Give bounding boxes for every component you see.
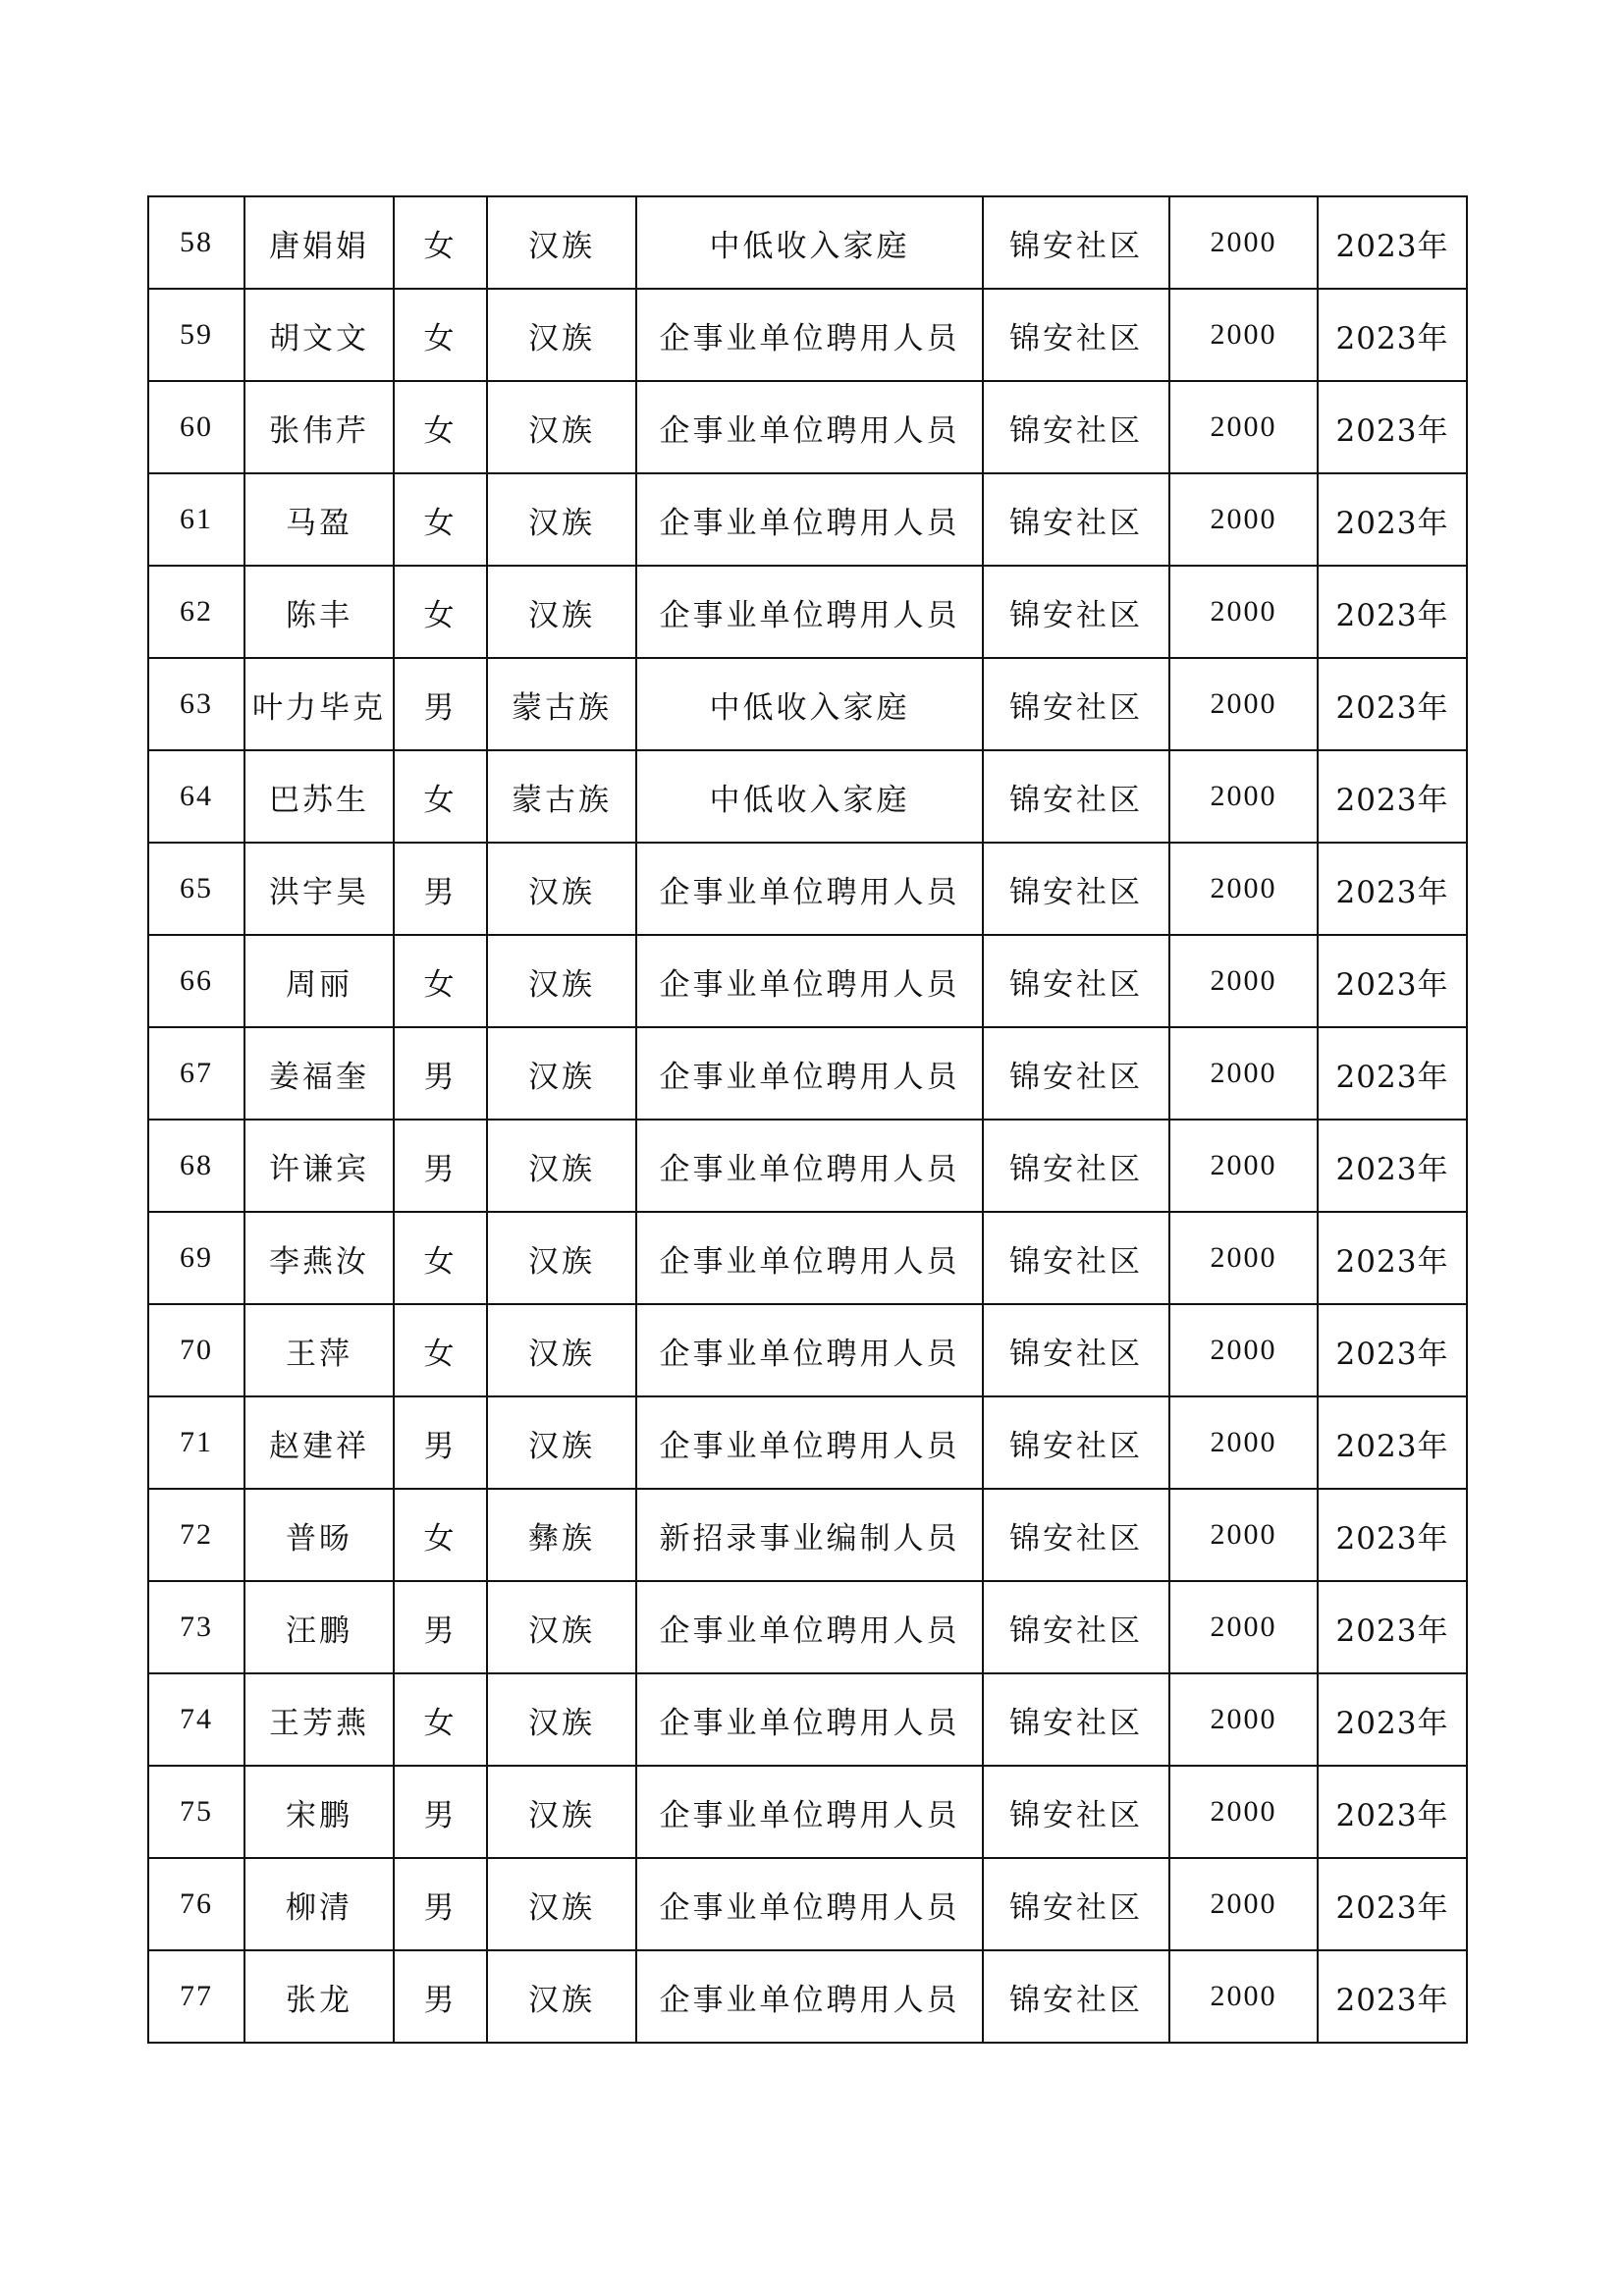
cell-gender: 女	[394, 1212, 487, 1304]
table-row	[148, 1212, 1467, 1304]
cell-name: 唐娟娟	[244, 196, 394, 289]
cell-name: 王芳燕	[244, 1673, 394, 1766]
table-row	[148, 1858, 1467, 1950]
cell-name: 陈丰	[244, 566, 394, 658]
cell-year: 2023年	[1318, 750, 1467, 843]
cell-year: 2023年	[1318, 289, 1467, 381]
cell-number: 76	[148, 1858, 244, 1950]
cell-name: 柳清	[244, 1858, 394, 1950]
cell-gender: 女	[394, 1304, 487, 1396]
cell-amount: 2000	[1169, 1858, 1318, 1950]
cell-community: 锦安社区	[983, 196, 1169, 289]
cell-amount: 2000	[1169, 381, 1318, 473]
cell-number: 69	[148, 1212, 244, 1304]
cell-category: 企事业单位聘用人员	[636, 1950, 983, 2043]
cell-gender: 男	[394, 1950, 487, 2043]
cell-community: 锦安社区	[983, 1304, 1169, 1396]
cell-community: 锦安社区	[983, 1950, 1169, 2043]
cell-amount: 2000	[1169, 1673, 1318, 1766]
cell-gender: 男	[394, 1120, 487, 1212]
cell-category: 企事业单位聘用人员	[636, 473, 983, 566]
cell-ethnicity: 汉族	[487, 1396, 636, 1489]
table-row	[148, 1120, 1467, 1212]
cell-ethnicity: 汉族	[487, 843, 636, 935]
cell-number: 71	[148, 1396, 244, 1489]
cell-year: 2023年	[1318, 1212, 1467, 1304]
cell-category: 企事业单位聘用人员	[636, 1212, 983, 1304]
cell-number: 60	[148, 381, 244, 473]
table-row	[148, 1766, 1467, 1858]
cell-number: 67	[148, 1027, 244, 1120]
table-row	[148, 935, 1467, 1027]
cell-amount: 2000	[1169, 1120, 1318, 1212]
cell-amount: 2000	[1169, 1489, 1318, 1581]
cell-ethnicity: 汉族	[487, 1581, 636, 1673]
cell-year: 2023年	[1318, 473, 1467, 566]
cell-year: 2023年	[1318, 935, 1467, 1027]
cell-ethnicity: 汉族	[487, 566, 636, 658]
cell-number: 58	[148, 196, 244, 289]
cell-category: 中低收入家庭	[636, 196, 983, 289]
cell-community: 锦安社区	[983, 1027, 1169, 1120]
cell-gender: 女	[394, 473, 487, 566]
cell-community: 锦安社区	[983, 1120, 1169, 1212]
cell-amount: 2000	[1169, 1766, 1318, 1858]
cell-name: 王萍	[244, 1304, 394, 1396]
cell-amount: 2000	[1169, 1027, 1318, 1120]
table-row	[148, 1489, 1467, 1581]
cell-gender: 男	[394, 1581, 487, 1673]
cell-gender: 女	[394, 750, 487, 843]
cell-number: 70	[148, 1304, 244, 1396]
cell-gender: 男	[394, 1858, 487, 1950]
cell-amount: 2000	[1169, 1950, 1318, 2043]
cell-ethnicity: 汉族	[487, 381, 636, 473]
cell-community: 锦安社区	[983, 566, 1169, 658]
table-row	[148, 1673, 1467, 1766]
cell-name: 马盈	[244, 473, 394, 566]
cell-community: 锦安社区	[983, 1673, 1169, 1766]
cell-number: 64	[148, 750, 244, 843]
table-row	[148, 1027, 1467, 1120]
cell-number: 73	[148, 1581, 244, 1673]
cell-year: 2023年	[1318, 1396, 1467, 1489]
table-row	[148, 196, 1467, 289]
cell-ethnicity: 蒙古族	[487, 658, 636, 750]
cell-year: 2023年	[1318, 843, 1467, 935]
cell-number: 59	[148, 289, 244, 381]
cell-ethnicity: 汉族	[487, 473, 636, 566]
cell-year: 2023年	[1318, 1581, 1467, 1673]
cell-category: 企事业单位聘用人员	[636, 1396, 983, 1489]
table-body	[148, 196, 1467, 2043]
cell-category: 企事业单位聘用人员	[636, 843, 983, 935]
cell-category: 企事业单位聘用人员	[636, 1766, 983, 1858]
cell-community: 锦安社区	[983, 381, 1169, 473]
cell-ethnicity: 汉族	[487, 935, 636, 1027]
cell-community: 锦安社区	[983, 473, 1169, 566]
table-row	[148, 289, 1467, 381]
cell-ethnicity: 汉族	[487, 1673, 636, 1766]
cell-ethnicity: 汉族	[487, 289, 636, 381]
table-row	[148, 750, 1467, 843]
cell-ethnicity: 汉族	[487, 1304, 636, 1396]
cell-number: 75	[148, 1766, 244, 1858]
cell-category: 中低收入家庭	[636, 658, 983, 750]
cell-amount: 2000	[1169, 473, 1318, 566]
cell-amount: 2000	[1169, 289, 1318, 381]
cell-name: 胡文文	[244, 289, 394, 381]
cell-number: 65	[148, 843, 244, 935]
cell-community: 锦安社区	[983, 1212, 1169, 1304]
table-row	[148, 1396, 1467, 1489]
cell-number: 74	[148, 1673, 244, 1766]
cell-number: 61	[148, 473, 244, 566]
cell-amount: 2000	[1169, 658, 1318, 750]
cell-amount: 2000	[1169, 1212, 1318, 1304]
cell-category: 企事业单位聘用人员	[636, 935, 983, 1027]
cell-gender: 女	[394, 1673, 487, 1766]
cell-name: 姜福奎	[244, 1027, 394, 1120]
cell-year: 2023年	[1318, 1950, 1467, 2043]
cell-year: 2023年	[1318, 658, 1467, 750]
cell-amount: 2000	[1169, 1581, 1318, 1673]
cell-number: 66	[148, 935, 244, 1027]
cell-category: 企事业单位聘用人员	[636, 1581, 983, 1673]
cell-amount: 2000	[1169, 566, 1318, 658]
cell-year: 2023年	[1318, 196, 1467, 289]
cell-number: 77	[148, 1950, 244, 2043]
cell-number: 63	[148, 658, 244, 750]
cell-gender: 女	[394, 196, 487, 289]
cell-name: 许谦宾	[244, 1120, 394, 1212]
cell-ethnicity: 汉族	[487, 1950, 636, 2043]
cell-name: 巴苏生	[244, 750, 394, 843]
cell-community: 锦安社区	[983, 1489, 1169, 1581]
cell-year: 2023年	[1318, 1027, 1467, 1120]
table-row	[148, 566, 1467, 658]
cell-number: 68	[148, 1120, 244, 1212]
cell-category: 中低收入家庭	[636, 750, 983, 843]
cell-name: 周丽	[244, 935, 394, 1027]
table-row	[148, 381, 1467, 473]
cell-year: 2023年	[1318, 1304, 1467, 1396]
cell-gender: 女	[394, 566, 487, 658]
cell-ethnicity: 蒙古族	[487, 750, 636, 843]
cell-category: 企事业单位聘用人员	[636, 1673, 983, 1766]
cell-gender: 女	[394, 289, 487, 381]
cell-category: 企事业单位聘用人员	[636, 289, 983, 381]
cell-ethnicity: 汉族	[487, 1120, 636, 1212]
cell-name: 张龙	[244, 1950, 394, 2043]
table-row	[148, 1304, 1467, 1396]
cell-ethnicity: 汉族	[487, 1858, 636, 1950]
cell-category: 企事业单位聘用人员	[636, 1858, 983, 1950]
cell-name: 宋鹏	[244, 1766, 394, 1858]
cell-category: 企事业单位聘用人员	[636, 1120, 983, 1212]
table-row	[148, 658, 1467, 750]
cell-name: 叶力毕克	[244, 658, 394, 750]
cell-community: 锦安社区	[983, 1581, 1169, 1673]
cell-gender: 女	[394, 935, 487, 1027]
table-row	[148, 843, 1467, 935]
cell-name: 李燕汝	[244, 1212, 394, 1304]
cell-community: 锦安社区	[983, 843, 1169, 935]
cell-community: 锦安社区	[983, 935, 1169, 1027]
table-row	[148, 1950, 1467, 2043]
cell-category: 企事业单位聘用人员	[636, 566, 983, 658]
cell-community: 锦安社区	[983, 1396, 1169, 1489]
table-row	[148, 473, 1467, 566]
cell-amount: 2000	[1169, 843, 1318, 935]
cell-category: 企事业单位聘用人员	[636, 1027, 983, 1120]
cell-name: 洪宇昊	[244, 843, 394, 935]
cell-ethnicity: 彝族	[487, 1489, 636, 1581]
cell-gender: 男	[394, 1396, 487, 1489]
cell-gender: 女	[394, 381, 487, 473]
cell-gender: 男	[394, 658, 487, 750]
cell-number: 62	[148, 566, 244, 658]
cell-category: 企事业单位聘用人员	[636, 1304, 983, 1396]
recipient-table	[147, 195, 1468, 2044]
cell-community: 锦安社区	[983, 289, 1169, 381]
table-row	[148, 1581, 1467, 1673]
cell-name: 赵建祥	[244, 1396, 394, 1489]
cell-gender: 男	[394, 843, 487, 935]
cell-ethnicity: 汉族	[487, 1766, 636, 1858]
cell-year: 2023年	[1318, 566, 1467, 658]
cell-name: 汪鹏	[244, 1581, 394, 1673]
cell-year: 2023年	[1318, 1120, 1467, 1212]
cell-community: 锦安社区	[983, 1766, 1169, 1858]
cell-year: 2023年	[1318, 1673, 1467, 1766]
cell-gender: 男	[394, 1766, 487, 1858]
cell-year: 2023年	[1318, 1489, 1467, 1581]
cell-ethnicity: 汉族	[487, 1212, 636, 1304]
cell-year: 2023年	[1318, 1766, 1467, 1858]
cell-community: 锦安社区	[983, 658, 1169, 750]
cell-year: 2023年	[1318, 381, 1467, 473]
cell-amount: 2000	[1169, 935, 1318, 1027]
cell-gender: 女	[394, 1489, 487, 1581]
cell-amount: 2000	[1169, 750, 1318, 843]
cell-ethnicity: 汉族	[487, 196, 636, 289]
cell-amount: 2000	[1169, 1396, 1318, 1489]
cell-community: 锦安社区	[983, 1858, 1169, 1950]
cell-category: 新招录事业编制人员	[636, 1489, 983, 1581]
cell-year: 2023年	[1318, 1858, 1467, 1950]
cell-name: 张伟芹	[244, 381, 394, 473]
cell-name: 普旸	[244, 1489, 394, 1581]
cell-ethnicity: 汉族	[487, 1027, 636, 1120]
cell-amount: 2000	[1169, 196, 1318, 289]
cell-amount: 2000	[1169, 1304, 1318, 1396]
cell-community: 锦安社区	[983, 750, 1169, 843]
cell-category: 企事业单位聘用人员	[636, 381, 983, 473]
cell-number: 72	[148, 1489, 244, 1581]
cell-gender: 男	[394, 1027, 487, 1120]
document-page	[147, 195, 1466, 2044]
